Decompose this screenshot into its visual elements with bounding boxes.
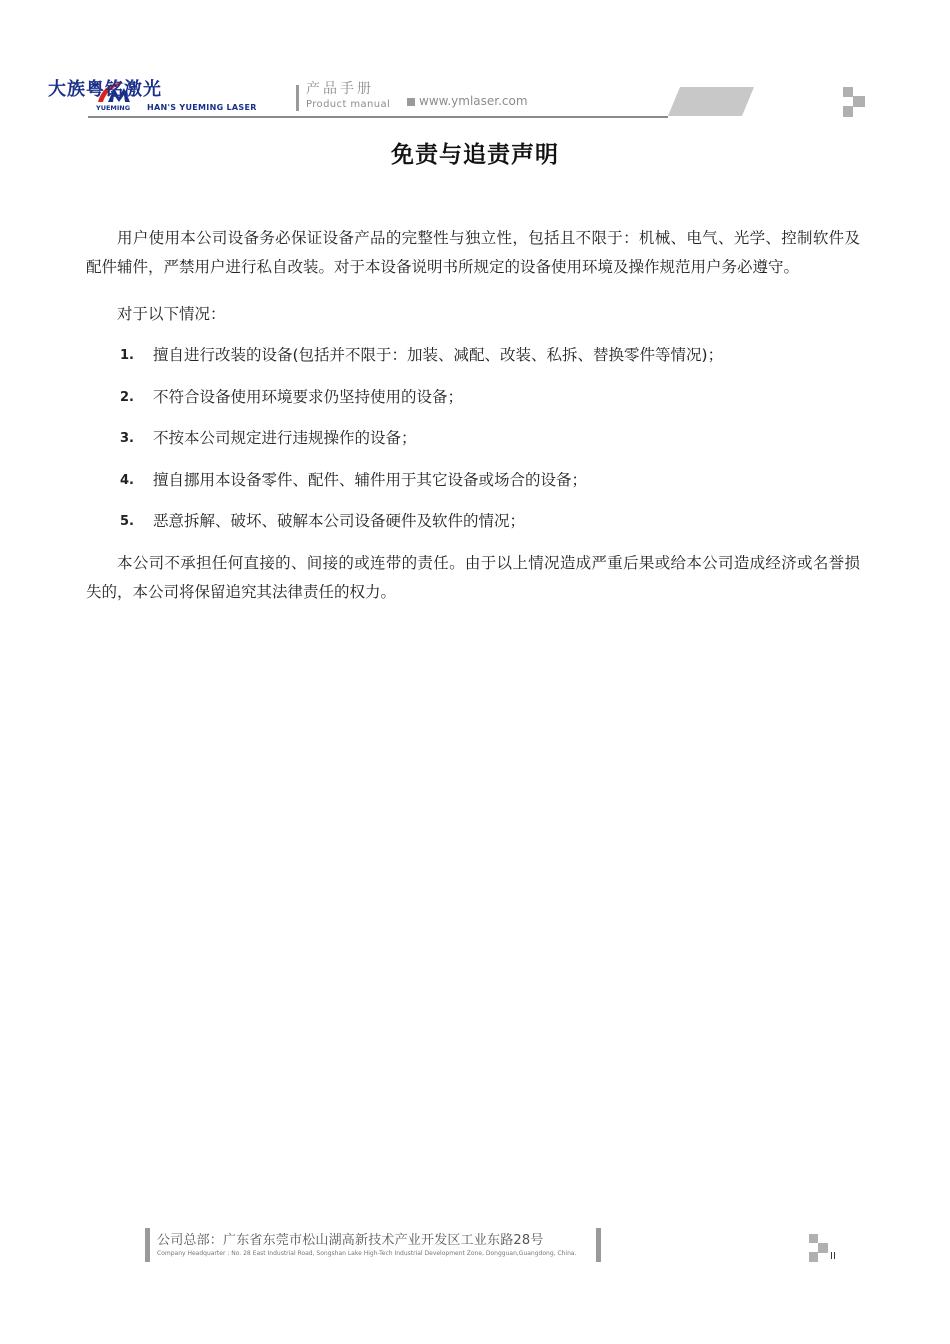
list-item-text: 擅自挪用本设备零件、配件、辅件用于其它设备或场合的设备；: [153, 470, 588, 489]
list-item: [86, 341, 860, 370]
logo-chinese-name: 大族粤铭激光: [48, 79, 162, 100]
logo-english-name: HAN'S YUEMING LASER: [147, 103, 257, 112]
logo-yueming-label: YUEMING: [96, 104, 131, 112]
list-item-number: 3.: [120, 431, 134, 446]
list-item-number: 2.: [120, 389, 134, 405]
list-item: [86, 507, 860, 536]
document-body: [86, 224, 860, 607]
conclusion-paragraph: 本公司不承担任何直接的、间接的或连带的责任。由于以上情况造成严重后果或给本公司造成经济或名誉损失的，本公司将保留追究其法律责任的权力。: [86, 553, 860, 601]
footer-left-bar: [145, 1228, 150, 1262]
list-item: [86, 383, 860, 412]
list-item-number: 4.: [120, 472, 134, 488]
list-item-number: 1.: [120, 348, 134, 363]
manual-title-en: Product manual: [306, 99, 391, 110]
list-item-text: 擅自进行改装的设备(包括并不限于：加装、减配、改装、私拆、替换零件等情况)；: [153, 346, 724, 364]
conditions-lead: 对于以下情况：: [117, 305, 226, 323]
page-header: [0, 0, 950, 125]
list-item: [86, 466, 860, 495]
list-item-text: 恶意拆解、破坏、破解本公司设备硬件及软件的情况；: [153, 512, 526, 530]
list-item-text: 不按本公司规定进行违规操作的设备；: [153, 429, 417, 447]
footer-right-bar: [596, 1228, 601, 1262]
footer-address-cn: 公司总部：广东省东莞市松山湖高新技术产业开发区工业东路28号: [157, 1233, 544, 1248]
header-slant-decoration: [668, 87, 754, 116]
manual-title-cn: 产品手册: [306, 81, 374, 97]
intro-paragraph: 用户使用本公司设备务必保证设备产品的完整性与独立性，包括且不限于：机械、电气、光学、控制软件及配件辅件，严禁用户进行私自改装。对于本设备说明书所规定的设备使用环境及操作规范用户务必遵守。: [86, 229, 860, 276]
header-divider-bar: [296, 85, 299, 111]
list-item-number: 5.: [120, 514, 134, 529]
footer-blocks-icon: [809, 1234, 831, 1262]
footer-address-en: Company Headquarter : No. 28 East Industrial Road, Songshan Lake High-Tech Industrial Development Zone, Dongguan,Guangdong, China.: [157, 1250, 577, 1257]
page-number: II: [830, 1251, 836, 1262]
header-rule: [88, 116, 668, 118]
page-title: 免责与追责声明: [391, 142, 559, 168]
website-bullet-icon: [407, 98, 415, 106]
list-item: [86, 424, 860, 453]
corner-blocks-icon: [843, 87, 865, 117]
list-item-text: 不符合设备使用环境要求仍坚持使用的设备；: [153, 387, 464, 406]
conditions-list: [86, 341, 860, 536]
website-url: www.ymlaser.com: [419, 94, 528, 108]
